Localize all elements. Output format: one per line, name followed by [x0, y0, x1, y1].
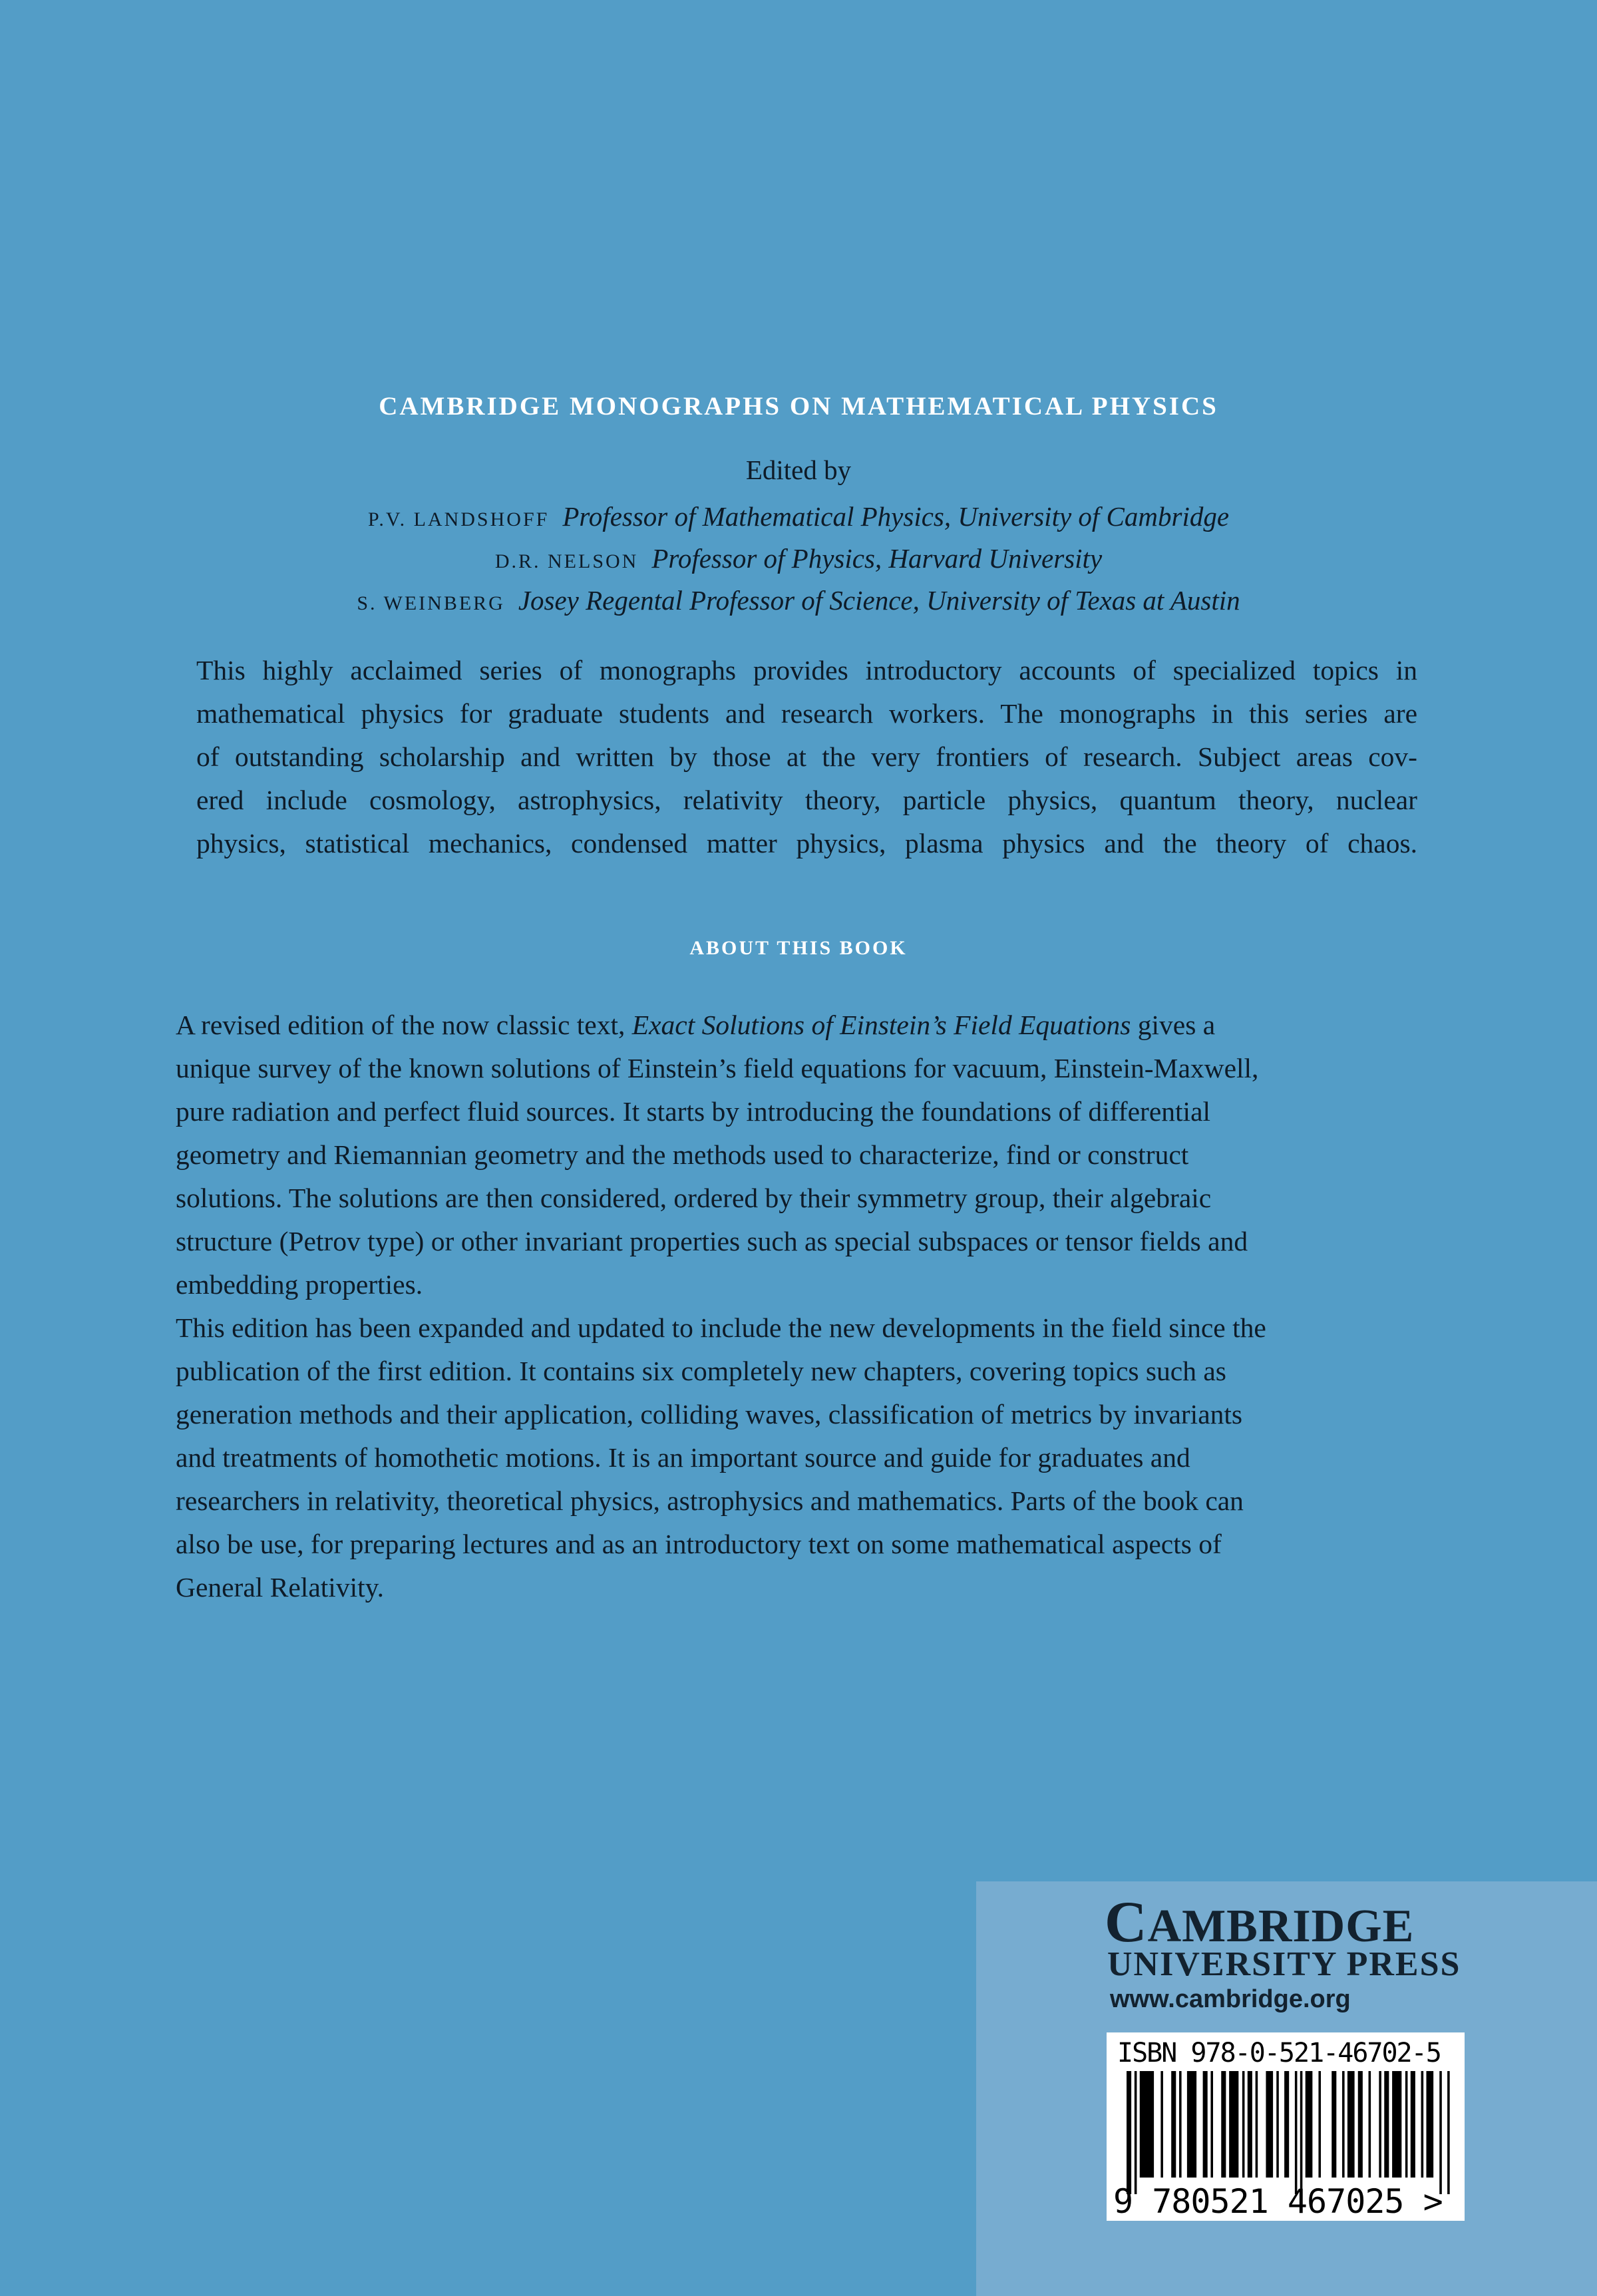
barcode-bar [1405, 2071, 1408, 2178]
barcode-bar [1179, 2071, 1182, 2178]
book-title: Exact Solutions of Einstein’s Field Equations [631, 1010, 1131, 1040]
barcode-bar [1187, 2071, 1196, 2178]
editor [0, 497, 1597, 539]
text-line: also be use, for preparing lectures and as an introductory text on some mathematical aspects of [176, 1529, 1222, 1559]
text-span: gives a [1131, 1010, 1216, 1040]
text-line: generation methods and their application, colliding waves, classification of metrics by invariants [176, 1399, 1243, 1430]
barcode-bar [1284, 2071, 1289, 2178]
barcode-bar [1342, 2071, 1345, 2178]
barcode-bar [1229, 2071, 1238, 2178]
editor [0, 581, 1597, 623]
text-span: A revised edition of the now classic text, [176, 1010, 632, 1040]
editor-title: Professor of Mathematical Physics, University of Cambridge [562, 501, 1230, 532]
barcode-bar [1300, 2071, 1303, 2194]
logo-rest: AMBRIDGE [1147, 1901, 1415, 1952]
barcode-bar [1384, 2071, 1389, 2178]
barcode-bar [1411, 2071, 1415, 2178]
barcode-bar [1160, 2071, 1163, 2178]
barcode-bar [1256, 2071, 1258, 2178]
text-line: structure (Petrov type) or other invariant properties such as special subspaces or tensor fields and [176, 1226, 1248, 1256]
barcode-bar [1331, 2071, 1336, 2178]
isbn-label: ISBN 978-0-521-46702-5 [1117, 2038, 1441, 2068]
barcode-bar [1318, 2071, 1321, 2178]
logo-initial: C [1105, 1890, 1148, 1955]
text-line: publication of the first edition. It contains six completely new chapters, covering topics such as [176, 1356, 1226, 1386]
barcode-bar [1358, 2071, 1363, 2178]
editor-name: P.V. LANDSHOFF [367, 508, 550, 530]
barcode-bar [1248, 2071, 1252, 2178]
about-text [176, 1004, 1266, 1609]
barcode-bar [1295, 2071, 1298, 2194]
barcode-bar [1426, 2071, 1433, 2178]
text-line: researchers in relativity, theoretical physics, astrophysics and mathematics. Parts of the book can [176, 1485, 1244, 1516]
barcode-bar [1203, 2071, 1208, 2178]
series-title: CAMBRIDGE MONOGRAPHS ON MATHEMATICAL PHYSICS [379, 392, 1218, 421]
barcode-bar [1140, 2071, 1154, 2178]
barcode-bar [1266, 2071, 1273, 2178]
barcode-bar [1135, 2071, 1137, 2194]
editors-list [0, 497, 1597, 623]
editor [0, 539, 1597, 581]
text-line: and treatments of homothetic motions. It is an important source and guide for graduates and [176, 1442, 1190, 1473]
barcode-bar [1221, 2071, 1226, 2178]
barcode-icon [1127, 2071, 1453, 2194]
editor-name: S. WEINBERG [357, 592, 505, 614]
publisher-url: www.cambridge.org [1110, 1985, 1351, 2013]
barcode-bar [1379, 2071, 1381, 2178]
barcode-bar [1306, 2071, 1313, 2178]
text-line [176, 1004, 1266, 1047]
text-line: unique survey of the known solutions of Einstein’s field equations for vacuum, Einstein-Maxwell, [176, 1053, 1259, 1083]
barcode-bar [1369, 2071, 1371, 2178]
publisher-name: UNIVERSITY PRESS [1107, 1945, 1461, 1983]
text-line: General Relativity. [176, 1572, 385, 1603]
editor-title: Josey Regental Professor of Science, University of Texas at Austin [518, 585, 1240, 616]
text-line: solutions. The solutions are then considered, ordered by their symmetry group, their algebraic [176, 1183, 1212, 1213]
text-line: embedding properties. [176, 1269, 423, 1300]
text-line: ered include cosmology, astrophysics, relativity theory, particle physics, quantum theory, nuclear [196, 785, 1417, 815]
barcode-bar [1447, 2071, 1450, 2194]
editor-name: D.R. NELSON [494, 550, 639, 572]
barcode-bar [1421, 2071, 1424, 2178]
barcode-bar [1242, 2071, 1245, 2178]
barcode-box [1107, 2032, 1465, 2221]
barcode-bar [1171, 2071, 1176, 2178]
about-heading: ABOUT THIS BOOK [689, 937, 908, 959]
barcode-bar [1439, 2071, 1442, 2194]
barcode-digits: 9 780521 467025 > [1113, 2182, 1443, 2221]
editor-title: Professor of Physics, Harvard University [651, 543, 1103, 574]
barcode-bar [1392, 2071, 1401, 2178]
text-line: This highly acclaimed series of monographs provides introductory accounts of specialized topics in [196, 655, 1417, 685]
text-line: physics, statistical mechanics, condensed matter physics, plasma physics and the theory of chaos. [196, 828, 1417, 859]
text-line: mathematical physics for graduate students and research workers. The monographs in this series are [196, 698, 1417, 729]
barcode-bar [1210, 2071, 1213, 2178]
series-description [196, 649, 1417, 865]
barcode-bar [1347, 2071, 1355, 2178]
text-line: This edition has been expanded and updated to include the new developments in the field since the [176, 1312, 1266, 1343]
barcode-bar [1276, 2071, 1279, 2178]
text-line: pure radiation and perfect fluid sources. It starts by introducing the foundations of differential [176, 1096, 1211, 1127]
barcode-bar [1127, 2071, 1131, 2194]
edited-by: Edited by [745, 455, 852, 485]
text-line: geometry and Riemannian geometry and the methods used to characterize, find or construct [176, 1139, 1189, 1170]
text-line: of outstanding scholarship and written by those at the very frontiers of research. Subject areas cov- [196, 741, 1417, 772]
